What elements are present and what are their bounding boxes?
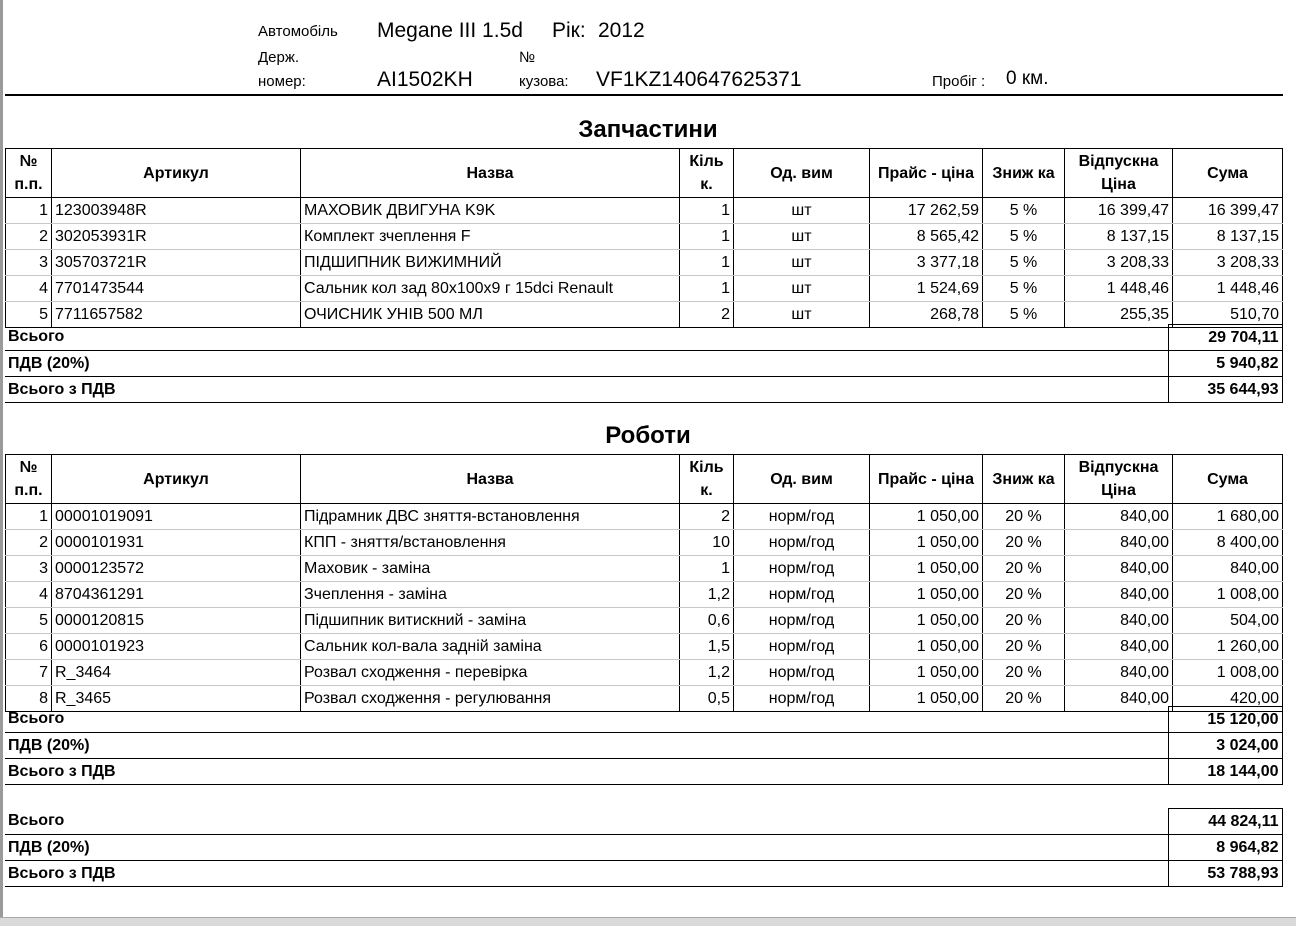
unit-cell: норм/год xyxy=(734,634,870,660)
parts-table-row xyxy=(6,276,1283,302)
name-cell: КПП - зняття/встановлення xyxy=(301,530,680,556)
row-number: 1 xyxy=(6,504,52,530)
sum-cell: 8 400,00 xyxy=(1173,530,1283,556)
sum-cell: 840,00 xyxy=(1173,556,1283,582)
grand-totals xyxy=(5,808,1283,887)
sale-price-cell: 840,00 xyxy=(1065,556,1173,582)
discount-cell: 20 % xyxy=(983,686,1065,712)
name-cell: Маховик - заміна xyxy=(301,556,680,582)
sum-cell: 1 448,46 xyxy=(1173,276,1283,302)
qty-cell: 1 xyxy=(680,276,734,302)
col-header-unit: Од. вим xyxy=(734,455,870,504)
sum-cell: 1 008,00 xyxy=(1173,582,1283,608)
qty-cell: 1 xyxy=(680,198,734,224)
works-table-row xyxy=(6,530,1283,556)
works-table-row xyxy=(6,556,1283,582)
discount-cell: 20 % xyxy=(983,530,1065,556)
sum-cell: 1 008,00 xyxy=(1173,660,1283,686)
works-vat-row xyxy=(5,733,1282,759)
price-cell: 268,78 xyxy=(870,302,983,328)
works-table-row xyxy=(6,634,1283,660)
article-cell: 0000101931 xyxy=(52,530,301,556)
col-header-num: № п.п. xyxy=(6,149,52,198)
plate-label-line2: номер: xyxy=(258,73,306,90)
col-header-sum: Сума xyxy=(1173,149,1283,198)
qty-cell: 1 xyxy=(680,250,734,276)
qty-cell: 1,2 xyxy=(680,660,734,686)
row-number: 7 xyxy=(6,660,52,686)
discount-cell: 20 % xyxy=(983,608,1065,634)
sum-cell: 510,70 xyxy=(1173,302,1283,328)
col-header-sale-price: Відпускна Ціна xyxy=(1065,149,1173,198)
discount-cell: 20 % xyxy=(983,556,1065,582)
unit-cell: шт xyxy=(734,276,870,302)
qty-cell: 2 xyxy=(680,302,734,328)
sale-price-cell: 1 448,46 xyxy=(1065,276,1173,302)
article-cell: R_3464 xyxy=(52,660,301,686)
unit-cell: норм/год xyxy=(734,556,870,582)
sale-price-cell: 3 208,33 xyxy=(1065,250,1173,276)
parts-table xyxy=(5,148,1283,328)
works-total-row xyxy=(5,707,1282,733)
row-number: 4 xyxy=(6,582,52,608)
car-label: Автомобіль xyxy=(258,23,338,40)
vat-label: ПДВ (20%) xyxy=(5,351,1168,377)
sale-price-cell: 840,00 xyxy=(1065,686,1173,712)
sale-price-cell: 255,35 xyxy=(1065,302,1173,328)
parts-table-row xyxy=(6,250,1283,276)
unit-cell: шт xyxy=(734,250,870,276)
row-number: 5 xyxy=(6,608,52,634)
article-cell: 0000101923 xyxy=(52,634,301,660)
parts-vat-row xyxy=(5,351,1282,377)
discount-cell: 5 % xyxy=(983,276,1065,302)
name-cell: Зчеплення - заміна xyxy=(301,582,680,608)
col-header-price: Прайс - ціна xyxy=(870,455,983,504)
unit-cell: норм/год xyxy=(734,660,870,686)
discount-cell: 20 % xyxy=(983,582,1065,608)
sale-price-cell: 840,00 xyxy=(1065,530,1173,556)
name-cell: ПІДШИПНИК ВИЖИМНИЙ xyxy=(301,250,680,276)
price-cell: 1 050,00 xyxy=(870,582,983,608)
price-cell: 1 050,00 xyxy=(870,686,983,712)
qty-cell: 1 xyxy=(680,556,734,582)
row-number: 4 xyxy=(6,276,52,302)
price-cell: 1 050,00 xyxy=(870,530,983,556)
article-cell: 8704361291 xyxy=(52,582,301,608)
grand-vat-row xyxy=(5,835,1282,861)
price-cell: 1 050,00 xyxy=(870,556,983,582)
total-value: 15 120,00 xyxy=(1168,707,1282,733)
price-cell: 1 524,69 xyxy=(870,276,983,302)
sum-cell: 1 260,00 xyxy=(1173,634,1283,660)
name-cell: Розвал сходження - регулювання xyxy=(301,686,680,712)
parts-total-row xyxy=(5,325,1282,351)
col-header-qty: Кіль к. xyxy=(680,455,734,504)
row-number: 2 xyxy=(6,224,52,250)
grand-total-with-vat-row xyxy=(5,861,1282,887)
qty-cell: 0,6 xyxy=(680,608,734,634)
unit-cell: шт xyxy=(734,198,870,224)
unit-cell: норм/год xyxy=(734,530,870,556)
article-cell: 0000120815 xyxy=(52,608,301,634)
sum-cell: 3 208,33 xyxy=(1173,250,1283,276)
total-label: Всього xyxy=(5,325,1168,351)
unit-cell: норм/год xyxy=(734,504,870,530)
grand-total-row xyxy=(5,809,1282,835)
sale-price-cell: 840,00 xyxy=(1065,660,1173,686)
document-header xyxy=(0,0,1296,95)
discount-cell: 20 % xyxy=(983,634,1065,660)
discount-cell: 20 % xyxy=(983,504,1065,530)
header-divider xyxy=(5,94,1283,96)
parts-total-with-vat-row xyxy=(5,377,1282,403)
col-header-article: Артикул xyxy=(52,455,301,504)
total-with-vat-value: 53 788,93 xyxy=(1168,861,1282,887)
discount-cell: 5 % xyxy=(983,198,1065,224)
body-label-line2: кузова: xyxy=(519,73,569,90)
price-cell: 8 565,42 xyxy=(870,224,983,250)
col-header-price: Прайс - ціна xyxy=(870,149,983,198)
qty-cell: 1,2 xyxy=(680,582,734,608)
price-cell: 1 050,00 xyxy=(870,504,983,530)
name-cell: Сальник кол-вала задній заміна xyxy=(301,634,680,660)
parts-totals xyxy=(5,324,1283,403)
sum-cell: 1 680,00 xyxy=(1173,504,1283,530)
total-value: 44 824,11 xyxy=(1168,809,1282,835)
article-cell: 00001019091 xyxy=(52,504,301,530)
sale-price-cell: 8 137,15 xyxy=(1065,224,1173,250)
row-number: 3 xyxy=(6,556,52,582)
qty-cell: 1 xyxy=(680,224,734,250)
vat-value: 5 940,82 xyxy=(1168,351,1282,377)
total-label: Всього xyxy=(5,809,1168,835)
vat-value: 8 964,82 xyxy=(1168,835,1282,861)
sum-cell: 16 399,47 xyxy=(1173,198,1283,224)
works-table-row xyxy=(6,504,1283,530)
col-header-name: Назва xyxy=(301,149,680,198)
row-number: 8 xyxy=(6,686,52,712)
col-header-num: № п.п. xyxy=(6,455,52,504)
col-header-sum: Сума xyxy=(1173,455,1283,504)
qty-cell: 2 xyxy=(680,504,734,530)
col-header-name: Назва xyxy=(301,455,680,504)
year-value: 2012 xyxy=(598,19,645,42)
article-cell: 302053931R xyxy=(52,224,301,250)
works-total-with-vat-row xyxy=(5,759,1282,785)
parts-table-row xyxy=(6,224,1283,250)
row-number: 1 xyxy=(6,198,52,224)
parts-section-title: Запчастини xyxy=(578,116,718,143)
col-header-discount: Зниж ка xyxy=(983,149,1065,198)
price-cell: 3 377,18 xyxy=(870,250,983,276)
name-cell: МАХОВИК ДВИГУНА K9K xyxy=(301,198,680,224)
name-cell: Сальник кол зад 80x100x9 г 15dci Renault xyxy=(301,276,680,302)
sale-price-cell: 840,00 xyxy=(1065,634,1173,660)
total-with-vat-label: Всього з ПДВ xyxy=(5,861,1168,887)
qty-cell: 0,5 xyxy=(680,686,734,712)
row-number: 3 xyxy=(6,250,52,276)
total-with-vat-value: 35 644,93 xyxy=(1168,377,1282,403)
col-header-qty: Кіль к. xyxy=(680,149,734,198)
discount-cell: 5 % xyxy=(983,302,1065,328)
sum-cell: 8 137,15 xyxy=(1173,224,1283,250)
total-with-vat-value: 18 144,00 xyxy=(1168,759,1282,785)
total-label: Всього xyxy=(5,707,1168,733)
name-cell: Підшипник витискний - заміна xyxy=(301,608,680,634)
plate-label-line1: Держ. xyxy=(258,49,300,66)
unit-cell: шт xyxy=(734,224,870,250)
window-bottom-edge xyxy=(0,917,1296,926)
name-cell: Підрамник ДВС зняття-встановлення xyxy=(301,504,680,530)
sale-price-cell: 840,00 xyxy=(1065,582,1173,608)
sale-price-cell: 16 399,47 xyxy=(1065,198,1173,224)
vat-label: ПДВ (20%) xyxy=(5,733,1168,759)
col-header-discount: Зниж ка xyxy=(983,455,1065,504)
works-table-header xyxy=(6,455,1283,504)
plate-value: AI1502KH xyxy=(377,68,473,91)
article-cell: 123003948R xyxy=(52,198,301,224)
col-header-article: Артикул xyxy=(52,149,301,198)
col-header-sale-price: Відпускна Ціна xyxy=(1065,455,1173,504)
works-table xyxy=(5,454,1283,712)
qty-cell: 10 xyxy=(680,530,734,556)
sum-cell: 504,00 xyxy=(1173,608,1283,634)
unit-cell: норм/год xyxy=(734,608,870,634)
unit-cell: норм/год xyxy=(734,686,870,712)
car-value: Megane III 1.5d xyxy=(377,19,523,42)
qty-cell: 1,5 xyxy=(680,634,734,660)
vat-value: 3 024,00 xyxy=(1168,733,1282,759)
total-with-vat-label: Всього з ПДВ xyxy=(5,759,1168,785)
total-with-vat-label: Всього з ПДВ xyxy=(5,377,1168,403)
mileage-value: 0 км. xyxy=(1006,68,1049,89)
unit-cell: норм/год xyxy=(734,582,870,608)
price-cell: 1 050,00 xyxy=(870,634,983,660)
price-cell: 17 262,59 xyxy=(870,198,983,224)
vat-label: ПДВ (20%) xyxy=(5,835,1168,861)
mileage-label: Пробіг : xyxy=(932,73,986,90)
unit-cell: шт xyxy=(734,302,870,328)
article-cell: R_3465 xyxy=(52,686,301,712)
discount-cell: 5 % xyxy=(983,224,1065,250)
works-table-row xyxy=(6,608,1283,634)
sum-cell: 420,00 xyxy=(1173,686,1283,712)
price-cell: 1 050,00 xyxy=(870,608,983,634)
row-number: 5 xyxy=(6,302,52,328)
body-number-value: VF1KZ140647625371 xyxy=(596,68,802,91)
row-number: 2 xyxy=(6,530,52,556)
parts-table-row xyxy=(6,198,1283,224)
discount-cell: 20 % xyxy=(983,660,1065,686)
works-totals xyxy=(5,706,1283,785)
article-cell: 7711657582 xyxy=(52,302,301,328)
sale-price-cell: 840,00 xyxy=(1065,608,1173,634)
works-table-row xyxy=(6,582,1283,608)
price-cell: 1 050,00 xyxy=(870,660,983,686)
name-cell: ОЧИСНИК УНІВ 500 МЛ xyxy=(301,302,680,328)
article-cell: 7701473544 xyxy=(52,276,301,302)
works-table-row xyxy=(6,660,1283,686)
name-cell: Розвал сходження - перевірка xyxy=(301,660,680,686)
sale-price-cell: 840,00 xyxy=(1065,504,1173,530)
body-label-line1: № xyxy=(519,49,536,66)
discount-cell: 5 % xyxy=(983,250,1065,276)
name-cell: Комплект зчеплення F xyxy=(301,224,680,250)
article-cell: 305703721R xyxy=(52,250,301,276)
works-section-title: Роботи xyxy=(605,422,691,449)
total-value: 29 704,11 xyxy=(1168,325,1282,351)
row-number: 6 xyxy=(6,634,52,660)
col-header-unit: Од. вим xyxy=(734,149,870,198)
year-label: Рік: xyxy=(552,19,586,42)
parts-table-header xyxy=(6,149,1283,198)
article-cell: 0000123572 xyxy=(52,556,301,582)
